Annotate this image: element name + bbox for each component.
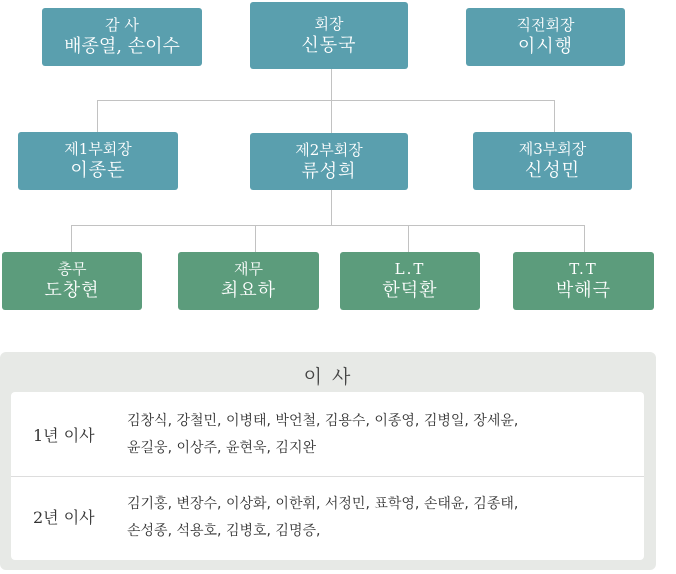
connector-president-down [331, 69, 332, 101]
board-of-directors-panel [0, 352, 656, 570]
connector-vp2-drop [331, 100, 332, 133]
board-row-divider [11, 476, 644, 477]
board-title: 이 사 [303, 366, 353, 388]
connector-vp1-drop [97, 100, 98, 132]
board-row-label: 1년 이사 [33, 426, 95, 445]
former-president-role: 직전회장 [516, 16, 575, 34]
finance-name: 최요하 [220, 280, 277, 301]
board-row-label: 2년 이사 [33, 508, 95, 527]
connector-staff2-drop [255, 225, 256, 252]
vp1-box [18, 132, 178, 190]
connector-vp3-drop [554, 100, 555, 132]
president-box [250, 2, 408, 69]
president-name: 신동국 [301, 34, 357, 56]
lt-name: 한덕환 [382, 280, 438, 301]
general-affairs-name: 도창현 [44, 280, 100, 301]
board-row-line: 김기홍, 변장수, 이상화, 이한휘, 서정민, 표학영, 손태윤, 김종태, [127, 496, 519, 512]
connector-staff1-drop [71, 225, 72, 252]
board-row-line: 윤길웅, 이상주, 윤현욱, 김지완 [127, 440, 316, 456]
president-role: 회장 [314, 14, 344, 33]
board-row-line: 손성종, 석용호, 김병호, 김명증, [127, 523, 321, 539]
vp3-name: 신성민 [524, 160, 581, 181]
connector-staff-horizontal [71, 225, 584, 226]
connector-staff4-drop [584, 225, 585, 252]
auditor-name: 배종열, 손이수 [64, 36, 180, 57]
connector-staff3-drop [408, 225, 409, 252]
tt-name: 박해극 [555, 280, 612, 301]
vp1-name: 이종돈 [70, 160, 126, 181]
tt-role: T.T [569, 260, 598, 278]
vp2-name: 류성희 [301, 160, 357, 182]
tt-box [513, 252, 654, 310]
vp3-role: 제3부회장 [518, 140, 587, 158]
board-members-card [11, 392, 644, 560]
vp1-role: 제1부회장 [64, 140, 132, 158]
former-president-name: 이시행 [517, 36, 574, 57]
general-affairs-role: 총무 [57, 260, 87, 278]
general-affairs-box [2, 252, 142, 310]
former-president-box [466, 8, 625, 66]
vp3-box [473, 132, 632, 190]
board-row-members [127, 491, 627, 545]
connector-vp2-down [331, 190, 332, 226]
vp2-box [250, 133, 408, 190]
finance-box [178, 252, 319, 310]
board-row-members [127, 408, 627, 462]
auditor-role: 감 사 [105, 16, 139, 34]
board-row-line: 김창식, 강철민, 이병태, 박언철, 김용수, 이종영, 김병일, 장세윤, [127, 413, 519, 429]
lt-box [340, 252, 480, 310]
lt-role: L.T [394, 260, 426, 278]
connector-vp-horizontal [97, 100, 554, 101]
finance-role: 재무 [234, 260, 263, 278]
auditor-box [42, 8, 202, 66]
vp2-role: 제2부회장 [295, 140, 363, 159]
